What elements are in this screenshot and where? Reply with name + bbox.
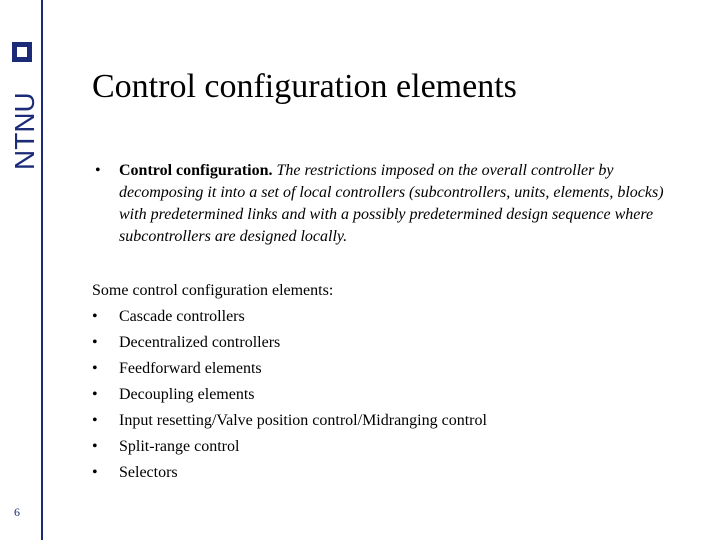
list-item-label: Split-range control: [119, 438, 240, 455]
sidebar: [0, 0, 43, 540]
bullet-icon: •: [92, 438, 98, 455]
list-item: [92, 304, 692, 330]
slide-title: Control configuration elements: [92, 68, 517, 105]
list-item: [92, 356, 692, 382]
logo-text: NTNU: [9, 92, 40, 170]
bullet-icon: •: [92, 464, 98, 481]
elements-list: [92, 278, 692, 486]
list-item-label: Decentralized controllers: [119, 334, 281, 351]
list-intro: Some control configuration elements:: [92, 282, 334, 299]
list-item: [92, 460, 692, 486]
bullet-icon: •: [92, 412, 98, 429]
list-item: [92, 330, 692, 356]
list-item-label: Selectors: [119, 464, 178, 481]
bullet-icon: •: [95, 162, 101, 179]
main-bullet: [95, 160, 695, 248]
bullet-icon: •: [92, 360, 98, 377]
bullet-icon: •: [92, 308, 98, 325]
main-bullet-text: [119, 160, 695, 248]
bullet-icon: •: [92, 386, 98, 403]
list-item-label: Cascade controllers: [119, 308, 245, 325]
list-item-label: Decoupling elements: [119, 386, 255, 403]
bullet-icon: •: [92, 334, 98, 351]
ntnu-logo: [0, 36, 43, 176]
list-item-label: Input resetting/Valve position control/Midranging control: [119, 412, 487, 429]
list-item-label: Feedforward elements: [119, 360, 262, 377]
main-bullet-description: The restrictions imposed on the overall controller by decomposing it into a set of local controllers (subcontrollers, units, elements, blocks) with predetermined links and with a possibly predetermined design sequence where subcontrollers are designed locally.: [119, 162, 664, 245]
list-item: [92, 408, 692, 434]
list-item: [92, 434, 692, 460]
list-item: [92, 382, 692, 408]
page-number: 6: [14, 505, 20, 519]
main-bullet-lead: Control configuration.: [119, 162, 273, 179]
